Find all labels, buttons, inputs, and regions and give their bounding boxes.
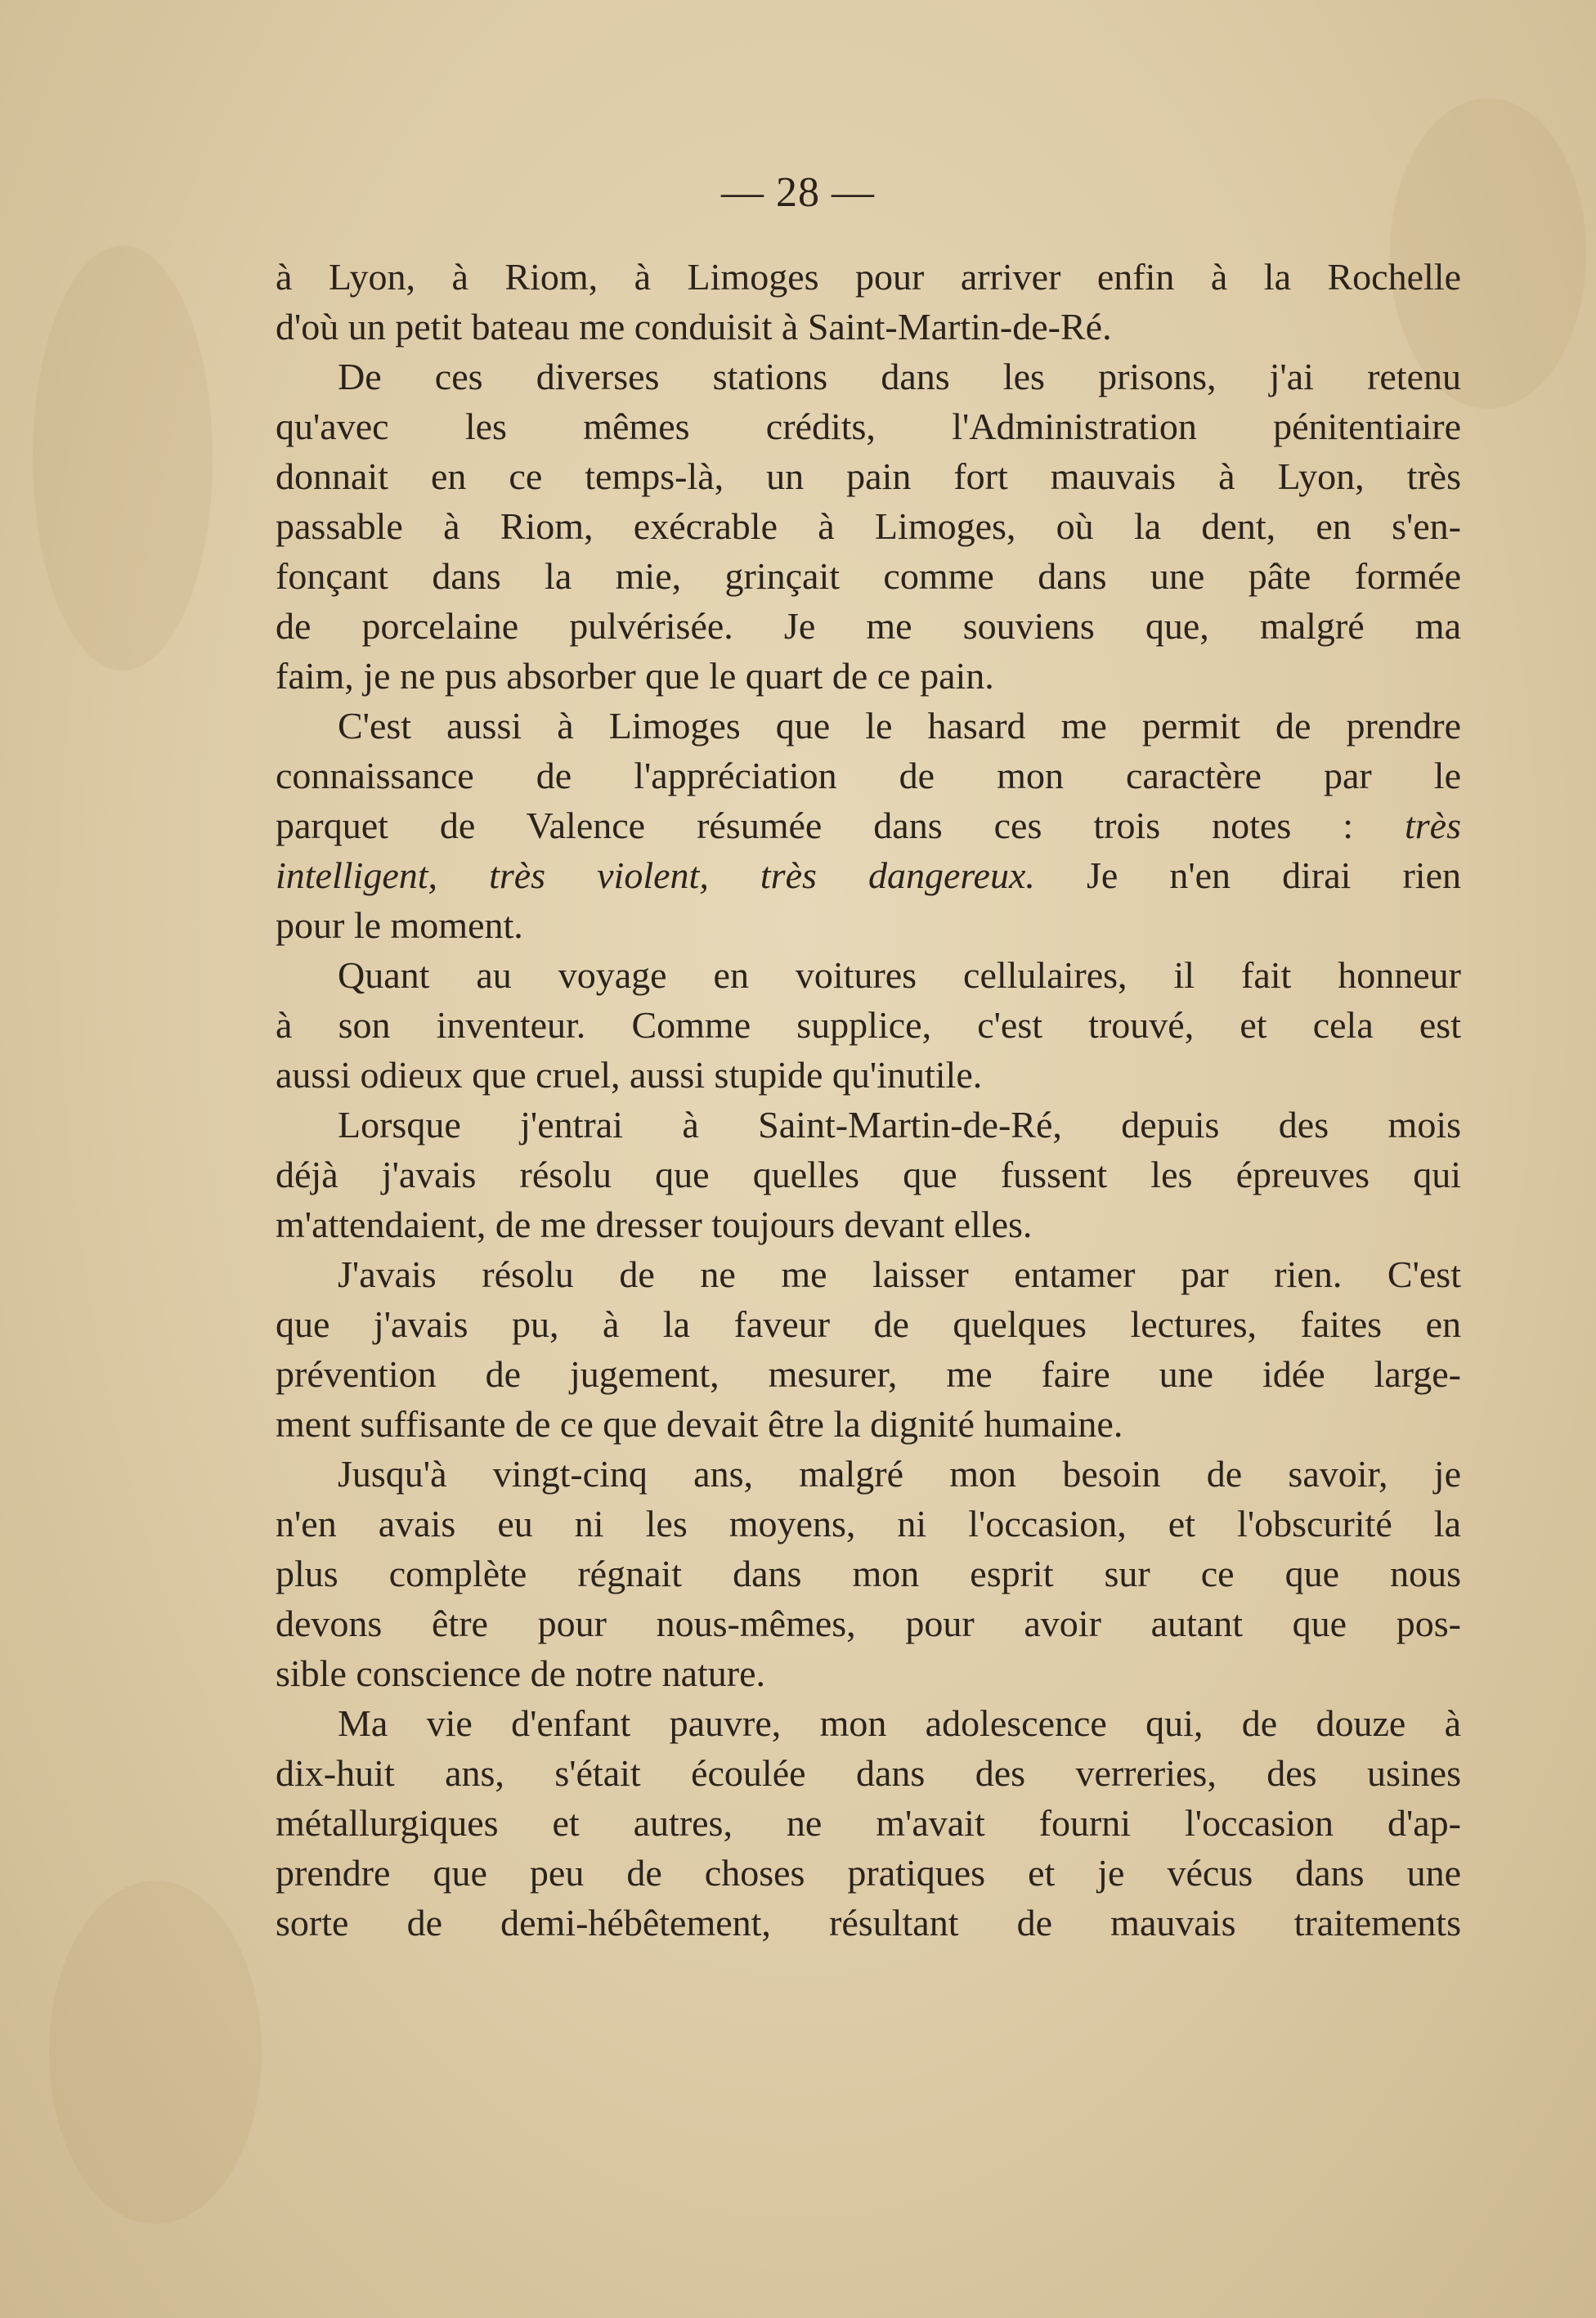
text-line bbox=[276, 900, 1461, 950]
text-line bbox=[276, 302, 1461, 352]
page-number: — 28 — bbox=[721, 169, 875, 216]
text-line-content: Ma vie d'enfant pauvre, mon adolescence qui, de douze à bbox=[338, 1702, 1461, 1744]
text-line-content: dix-huit ans, s'était écoulée dans des verreries, des usines bbox=[276, 1752, 1461, 1794]
text-line-content: qu'avec les mêmes crédits, l'Administration pénitentiaire bbox=[276, 406, 1461, 447]
text-line bbox=[276, 1100, 1461, 1150]
text-line-content: sible conscience de notre nature. bbox=[276, 1652, 766, 1694]
text-line bbox=[276, 1598, 1461, 1648]
text-line bbox=[276, 1299, 1461, 1349]
text-line bbox=[276, 1748, 1461, 1798]
text-line-content: d'où un petit bateau me conduisit à Saint-Martin-de-Ré. bbox=[276, 306, 1112, 347]
text-line bbox=[276, 1499, 1461, 1549]
text-line-content: de porcelaine pulvérisée. Je me souviens que, malgré ma bbox=[276, 605, 1461, 647]
text-line bbox=[276, 601, 1461, 651]
text-line bbox=[276, 1898, 1461, 1948]
text-line bbox=[276, 352, 1461, 401]
text-line bbox=[276, 751, 1461, 800]
text-line bbox=[276, 1349, 1461, 1399]
text-line bbox=[276, 252, 1461, 302]
text-line-content: J'avais résolu de ne me laisser entamer par rien. C'est bbox=[338, 1253, 1461, 1295]
text-line bbox=[276, 1399, 1461, 1449]
text-line bbox=[276, 1698, 1461, 1748]
paper-stain bbox=[49, 1881, 262, 2224]
text-line bbox=[276, 501, 1461, 551]
text-line-content: ment suffisante de ce que devait être la dignité humaine. bbox=[276, 1403, 1123, 1445]
text-line bbox=[276, 701, 1461, 751]
text-line-content: devons être pour nous-mêmes, pour avoir autant que pos- bbox=[276, 1603, 1461, 1644]
text-line-content: à Lyon, à Riom, à Limoges pour arriver enfin à la Rochelle bbox=[276, 256, 1461, 298]
text-line bbox=[276, 1150, 1461, 1199]
text-line bbox=[276, 800, 1461, 850]
text-line-content: connaissance de l'appréciation de mon caractère par le bbox=[276, 755, 1461, 796]
text-line bbox=[276, 1798, 1461, 1848]
text-line-content: n'en avais eu ni les moyens, ni l'occasion, et l'obscurité la bbox=[276, 1503, 1461, 1545]
text-line bbox=[276, 1050, 1461, 1100]
text-line bbox=[276, 950, 1461, 1000]
text-line bbox=[276, 551, 1461, 601]
paper-stain bbox=[33, 245, 213, 670]
text-line-content: fonçant dans la mie, grinçait comme dans une pâte formée bbox=[276, 555, 1461, 597]
text-line-content: C'est aussi à Limoges que le hasard me permit de prendre bbox=[338, 705, 1461, 747]
text-line-content: que j'avais pu, à la faveur de quelques lectures, faites en bbox=[276, 1303, 1461, 1345]
body-text bbox=[276, 252, 1461, 1948]
text-line bbox=[276, 1549, 1461, 1598]
text-line-content: pour le moment. bbox=[276, 904, 523, 946]
text-line-content: aussi odieux que cruel, aussi stupide qu'inutile. bbox=[276, 1054, 983, 1096]
text-line-content: métallurgiques et autres, ne m'avait fourni l'occasion d'ap- bbox=[276, 1802, 1461, 1844]
italic-text: très bbox=[1405, 805, 1461, 846]
text-line bbox=[276, 850, 1461, 900]
text-line-content: faim, je ne pus absorber que le quart de ce pain. bbox=[276, 655, 994, 697]
text-line-content: à son inventeur. Comme supplice, c'est trouvé, et cela est bbox=[276, 1004, 1461, 1046]
text-line bbox=[276, 451, 1461, 501]
text-line bbox=[276, 1000, 1461, 1050]
text-line-content: passable à Riom, exécrable à Limoges, où la dent, en s'en- bbox=[276, 505, 1461, 547]
italic-text: intelligent, très violent, très dangereux. bbox=[276, 854, 1035, 896]
text-line-content: sorte de demi-hébêtement, résultant de mauvais traitements bbox=[276, 1902, 1461, 1944]
text-line-content: Jusqu'à vingt-cinq ans, malgré mon besoin de savoir, je bbox=[338, 1453, 1461, 1495]
text-line-content: Quant au voyage en voitures cellulaires, il fait honneur bbox=[338, 954, 1461, 996]
text-line-continuation: Je n'en dirai rien bbox=[1034, 854, 1461, 896]
text-line-content: m'attendaient, de me dresser toujours devant elles. bbox=[276, 1204, 1033, 1245]
text-line bbox=[276, 651, 1461, 701]
text-line bbox=[276, 1199, 1461, 1249]
text-line bbox=[276, 1648, 1461, 1698]
text-line-content: De ces diverses stations dans les prisons, j'ai retenu bbox=[338, 356, 1461, 397]
text-line-content: donnait en ce temps-là, un pain fort mauvais à Lyon, très bbox=[276, 455, 1461, 497]
text-line bbox=[276, 1249, 1461, 1299]
text-line bbox=[276, 1848, 1461, 1898]
text-line-content: déjà j'avais résolu que quelles que fussent les épreuves qui bbox=[276, 1154, 1461, 1195]
text-line bbox=[276, 1449, 1461, 1499]
text-line bbox=[276, 401, 1461, 451]
text-line-content: plus complète régnait dans mon esprit sur ce que nous bbox=[276, 1553, 1461, 1594]
text-line-content: prendre que peu de choses pratiques et je vécus dans une bbox=[276, 1852, 1461, 1894]
text-line-content: parquet de Valence résumée dans ces trois notes : bbox=[276, 805, 1405, 846]
text-line-content: prévention de jugement, mesurer, me faire une idée large- bbox=[276, 1353, 1461, 1395]
text-line-content: Lorsque j'entrai à Saint-Martin-de-Ré, depuis des mois bbox=[338, 1104, 1461, 1146]
